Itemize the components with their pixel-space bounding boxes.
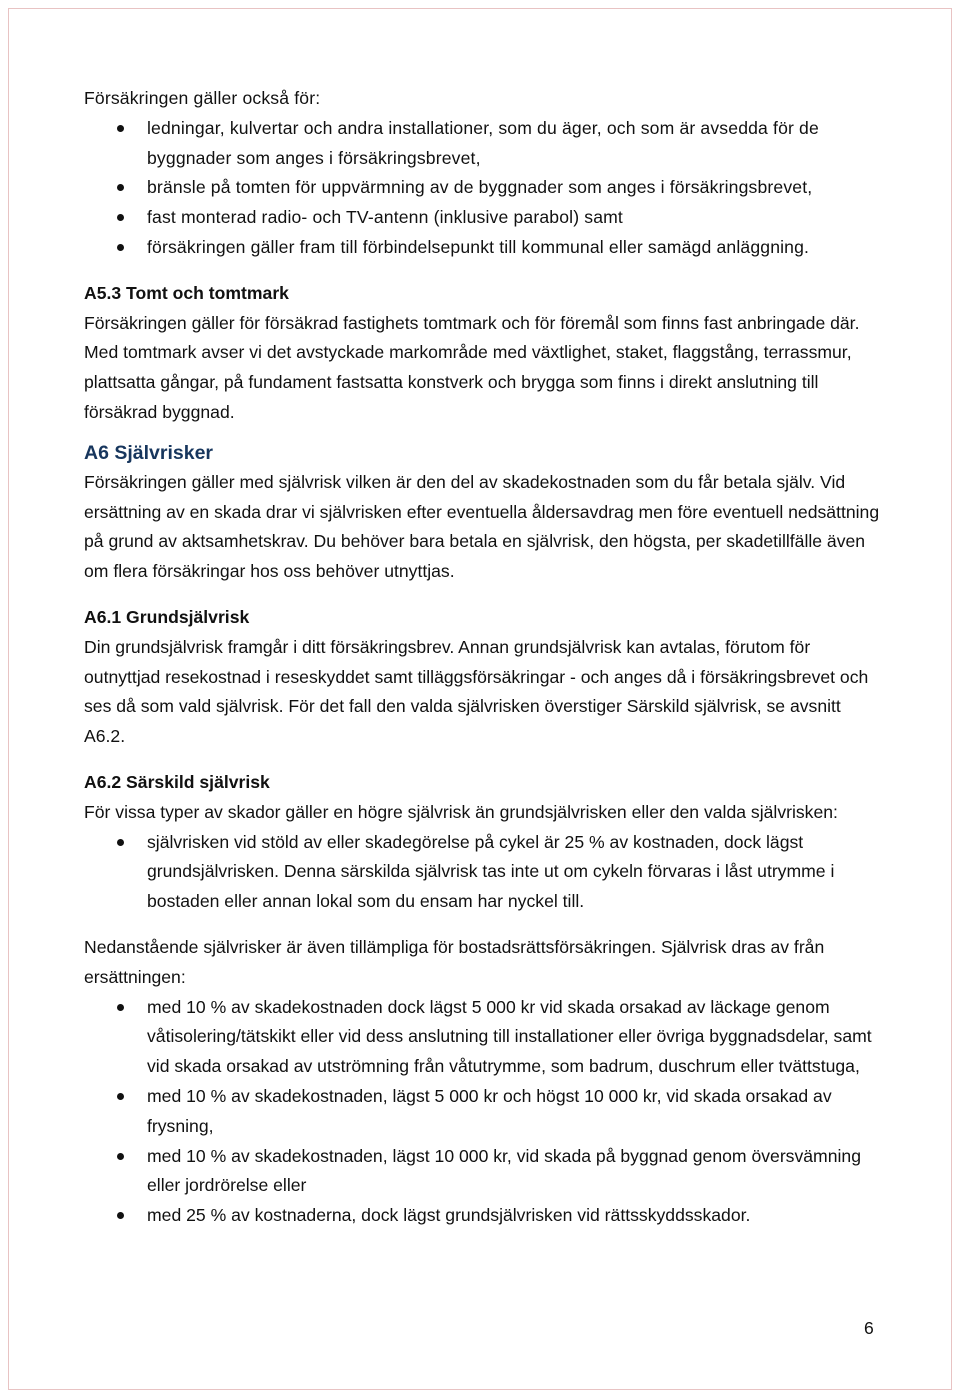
section-text-a5-3: Försäkringen gäller för försäkrad fastighets tomtmark och för föremål som finns fast anbringade där. Med tomtmark avser vi det avstyckade markområde med växtlighet, staket, flaggstång, terrassmur, plattsatta gångar, på fundament fastsatta konstverk och brygga som finns i direkt anslutning till försäkrad byggnad. [84, 312, 860, 422]
section-title-a6: A6 Självrisker [84, 441, 214, 464]
intro-list [84, 114, 884, 263]
list-item: försäkringen gäller fram till förbindelsepunkt till kommunal eller samägd anläggning. [84, 233, 884, 263]
list-item: med 10 % av skadekostnaden, lägst 10 000 kr, vid skada på byggnad genom översvämning eller jordrörelse eller [84, 1142, 884, 1202]
bostadsratt-text: Nedanstående självrisker är även tillämpliga för bostadsrättsförsäkringen. Självrisk dras av från ersättningen: [84, 936, 825, 987]
document-body [84, 84, 884, 1231]
section-text-a6-1: Din grundsjälvrisk framgår i ditt försäkringsbrev. Annan grundsjälvrisk kan avtalas, förutom för outnyttjad resekostnad i reseskyddet samt tilläggsförsäkringar - och anges då i försäkringsbrevet och ses då som vald självrisk. För det fall den valda självrisken överstiger Särskild självrisk, se avsnitt A6.2. [84, 636, 869, 747]
section-title-a6-2: A6.2 Särskild självrisk [84, 771, 270, 792]
list-item: med 25 % av kostnaderna, dock lägst grundsjälvrisken vid rättsskyddsskador. [84, 1201, 884, 1231]
list-item: ledningar, kulvertar och andra installationer, som du äger, och som är avsedda för de byggnader som anges i försäkringsbrevet, [84, 114, 884, 174]
list-item: bränsle på tomten för uppvärmning av de byggnader som anges i försäkringsbrevet, [84, 173, 884, 203]
page-number: 6 [864, 1318, 874, 1338]
bostadsratt-list [84, 993, 884, 1231]
list-item: med 10 % av skadekostnaden dock lägst 5 000 kr vid skada orsakad av läckage genom våtisolering/tätskikt eller vid dess anslutning till installationer eller övriga byggnadsdelar, samt vid skada orsakad av utströmning från våtutrymme, som badrum, duschrum eller tvättstuga, [84, 993, 884, 1082]
list-item: med 10 % av skadekostnaden, lägst 5 000 kr och högst 10 000 kr, vid skada orsakad av frysning, [84, 1082, 884, 1142]
list-item: självrisken vid stöld av eller skadegörelse på cykel är 25 % av kostnaden, dock lägst grundsjälvrisken. Denna särskilda självrisk tas inte ut om cykeln förvaras i låst utrymme i bostaden eller annan lokal som du ensam har nyckel till. [84, 828, 884, 917]
section-text-a6-2: För vissa typer av skador gäller en högre självrisk än grundsjälvrisken eller den valda självrisken: [84, 801, 838, 822]
section-text-a6: Försäkringen gäller med självrisk vilken är den del av skadekostnaden som du får betala själv. Vid ersättning av en skada drar vi självrisken efter eventuella åldersavdrag men före eventuell nedsättning på grund av aktsamhetskrav. Du behöver bara betala en självrisk, den högsta, per skadetillfälle även om flera försäkringar hos oss behöver utnyttjas. [84, 471, 880, 582]
section-title-a6-1: A6.1 Grundsjälvrisk [84, 606, 250, 627]
section-title-a5-3: A5.3 Tomt och tomtmark [84, 282, 289, 303]
intro-heading: Försäkringen gäller också för: [84, 88, 321, 108]
list-item: fast monterad radio- och TV-antenn (inklusive parabol) samt [84, 203, 884, 233]
a6-2-list [84, 828, 884, 917]
